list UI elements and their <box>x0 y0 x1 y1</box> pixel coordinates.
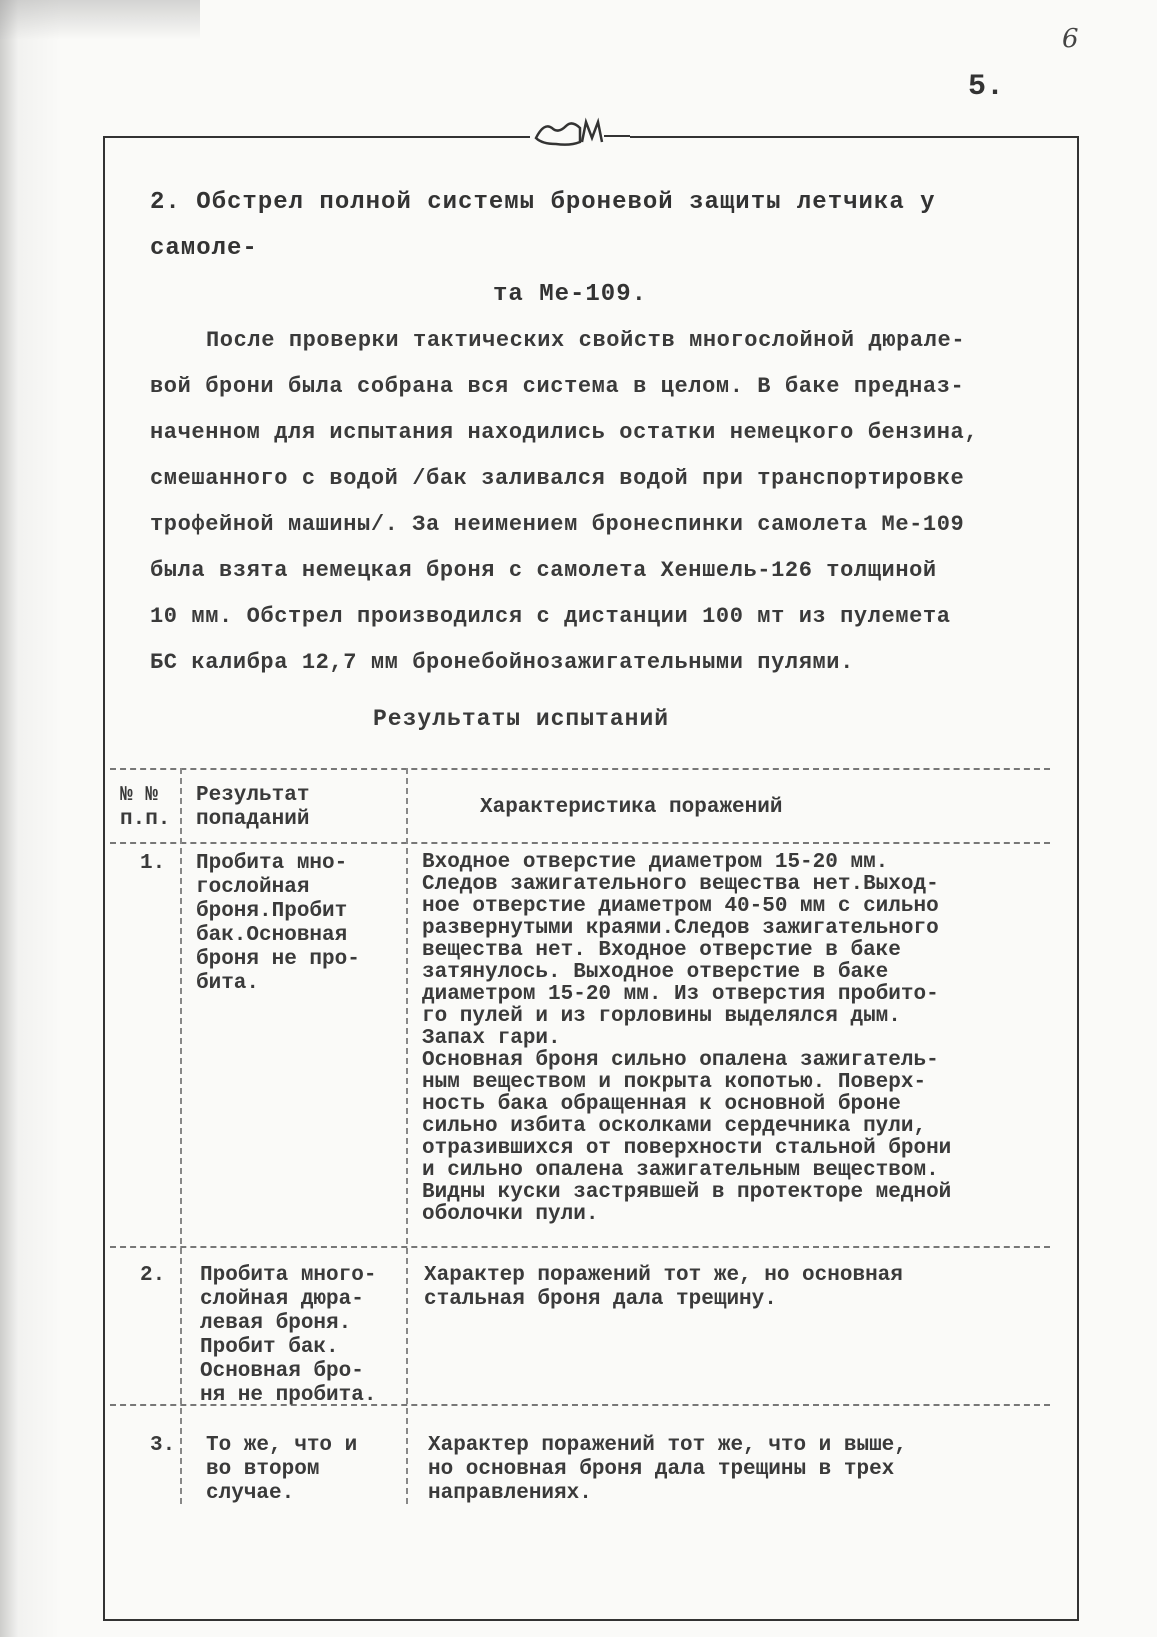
paragraph-line: 10 мм. Обстрел производился с дистанции 100 мт из пулемета <box>150 604 951 629</box>
viam-logo <box>530 112 630 154</box>
table-rule-row1 <box>110 1246 1050 1248</box>
row-characteristics: Характер поражений тот же, но основная стальная броня дала трещину. <box>424 1264 903 1311</box>
row-num: 2. <box>140 1264 166 1287</box>
section-title <box>150 180 1050 318</box>
row-result: Пробита мно- гослойная броня.Пробит бак.Основная броня не про- бита. <box>196 852 360 995</box>
paragraph-line: После проверки тактических свойств многослойной дюрале- <box>206 328 966 353</box>
scan-shadow-edge <box>0 0 80 1637</box>
row-result: Пробита много- слойная дюра- левая броня. Пробит бак. Основная бро- ня не пробита. <box>200 1264 377 1407</box>
paragraph-line: вой брони была собрана вся система в целом. В баке предназ- <box>150 374 965 399</box>
row-num: 1. <box>140 852 166 875</box>
body-paragraph <box>150 318 1040 686</box>
results-heading: Результаты испытаний <box>373 706 670 732</box>
table-rule-col1 <box>180 768 182 1504</box>
table-rule-header <box>110 842 1050 844</box>
section-title-line1: 2. Обстрел полной системы броневой защиты летчика у самоле- <box>150 189 936 262</box>
handwritten-page-number: 6 <box>1062 24 1079 54</box>
header-result: Результат попаданий <box>196 784 310 831</box>
row-result: То же, что и во втором случае. <box>206 1434 358 1505</box>
header-num: № № п.п. <box>120 784 171 831</box>
paragraph-line: наченном для испытания находились остатки немецкого бензина, <box>150 420 979 445</box>
typed-page-number: 5. <box>968 70 1005 104</box>
row-characteristics: Входное отверстие диаметром 15-20 мм. Следов зажигательного вещества нет.Выход- ное отверстие диаметром 40-50 мм с сильно развернутыми краями.Следов зажигательного вещества нет. Входное отверстие в баке затянулось. Выходное отверстие в баке диаметром 15-20 мм. Из отверстия пробито- го пулей и из горловины выделялся дым. Запах гари. Основная броня сильно опалена зажигатель- ным веществом и покрыта копотью. Поверх- ность бака обращенная к основной броне сильно избита осколками сердечника пули, отразившихся от поверхности стальной брони и сильно опалена зажигательным веществом. Видны куски застрявшей в протекторе медной оболочки пули. <box>422 851 952 1226</box>
scan-shadow-top <box>0 0 200 40</box>
table-rule-col2 <box>406 768 408 1504</box>
paragraph-line: трофейной машины/. За неимением бронеспинки самолета Ме-109 <box>150 512 965 537</box>
paragraph-line: была взята немецкая броня с самолета Хеншель-126 толщиной <box>150 558 937 583</box>
row-characteristics: Характер поражений тот же, что и выше, но основная броня дала трещины в трех направлениях. <box>428 1434 907 1505</box>
paragraph-line: БС калибра 12,7 мм бронебойнозажигательными пулями. <box>150 650 854 675</box>
section-title-line2: та Ме-109. <box>492 281 648 308</box>
table-rule-top <box>110 768 1050 770</box>
paragraph-line: смешанного с водой /бак заливался водой при транспортировке <box>150 466 965 491</box>
header-characteristics: Характеристика поражений <box>480 796 783 819</box>
row-num: 3. <box>150 1434 176 1457</box>
